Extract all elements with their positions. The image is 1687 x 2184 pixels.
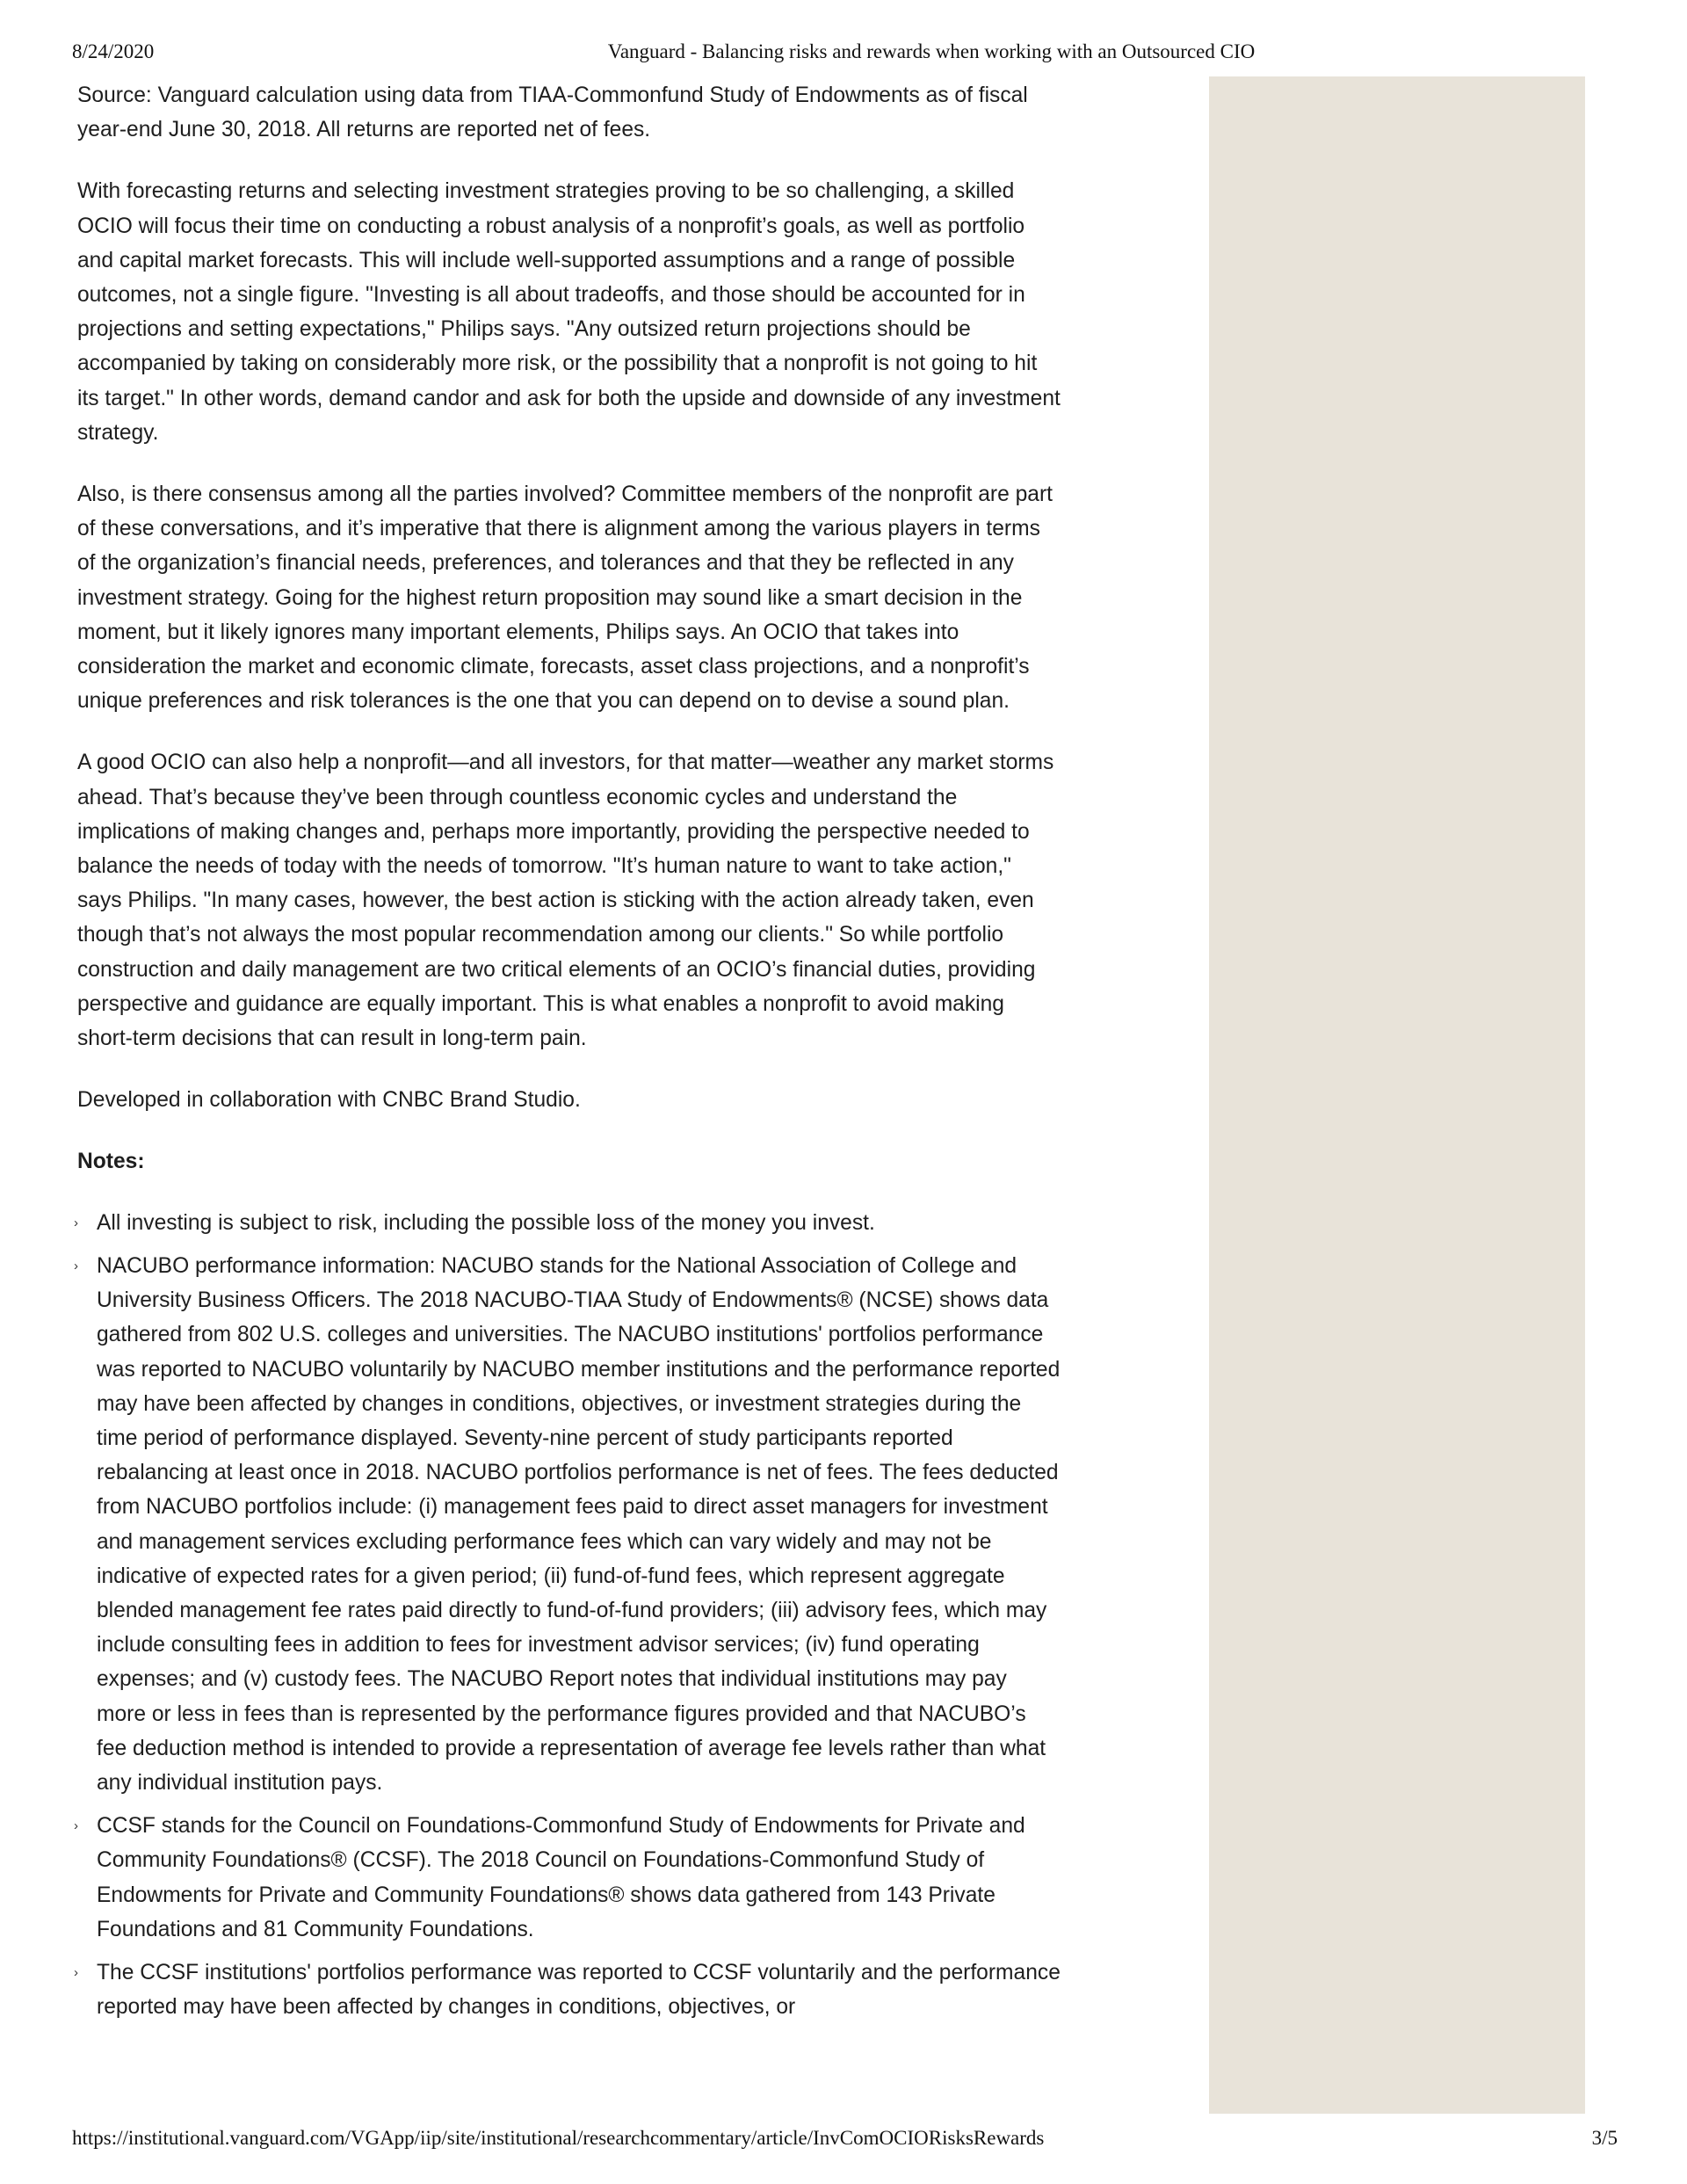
note-text: All investing is subject to risk, including the possible loss of the money you invest. bbox=[97, 1210, 875, 1235]
print-header bbox=[0, 40, 1687, 67]
paragraph-forecasting: With forecasting returns and selecting investment strategies proving to be so challenging, a skilled OCIO will focus their time on conducting a robust analysis of a nonprofit’s goals, as well as portfolio and capital market forecasts. This will include well-supported assumptions and a range of possible outcomes, not a single figure. "Investing is all about tradeoffs, and those should be accounted for in projections and setting expectations," Philips says. "Any outsized return projections should be accompanied by taking on considerably more risk, or the possibility that a nonprofit is not going to hit its target." In other words, demand candor and ask for both the upside and downside of any investment strategy. bbox=[77, 179, 1061, 445]
print-page-title: Vanguard - Balancing risks and rewards when working with an Outsourced CIO bbox=[607, 40, 1256, 62]
note-text: The CCSF institutions' portfolios performance was reported to CCSF voluntarily and the performance reported may have been affected by changes in conditions, objectives, or bbox=[97, 1960, 1061, 2020]
source-note: Source: Vanguard calculation using data from TIAA-Commonfund Study of Endowments as of fiscal year-end June 30, 2018. All returns are reported net of fees. bbox=[77, 83, 1028, 142]
print-date: 8/24/2020 bbox=[72, 40, 155, 62]
list-item bbox=[74, 1206, 1061, 1240]
bullet-chevron-icon: › bbox=[74, 1964, 78, 1980]
article-body bbox=[74, 78, 1061, 2033]
page-number: 3/5 bbox=[1591, 2127, 1618, 2149]
list-item bbox=[74, 1249, 1061, 1800]
print-url: https://institutional.vanguard.com/VGApp/iip/site/institutional/researchcommentary/article/InvComOCIORisksRewards bbox=[72, 2127, 1045, 2149]
bullet-chevron-icon: › bbox=[74, 1215, 78, 1230]
notes-heading: Notes: bbox=[77, 1150, 145, 1174]
note-text: CCSF stands for the Council on Foundations-Commonfund Study of Endowments for Private and Community Foundations® (CCSF). The 2018 Council on Foundations-Commonfund Study of Endowments for Private and Community Foundations® shows data gathered from 143 Private Foundations and 81 Community Foundations. bbox=[97, 1814, 1025, 1941]
paragraph-consensus: Also, is there consensus among all the parties involved? Committee members of the nonprofit are part of these conversations, and it’s imperative that there is alignment among the various players in terms of the organization’s financial needs, preferences, and tolerances and that they be reflected in any investment strategy. Going for the highest return proposition may sound like a smart decision in the moment, but it likely ignores many important elements, Philips says. An OCIO that takes into consideration the market and economic climate, forecasts, asset class projections, and a nonprofit’s unique preferences and risk tolerances is the one that you can depend on to devise a sound plan. bbox=[77, 483, 1053, 714]
bullet-chevron-icon: › bbox=[74, 1818, 78, 1834]
paragraph-market-storms: A good OCIO can also help a nonprofit—and all investors, for that matter—weather any market storms ahead. That’s because they’ve been through countless economic cycles and understand the implications of making changes and, perhaps more importantly, providing the perspective needed to balance the needs of today with the needs of tomorrow. "It’s human nature to want to take action," says Philips. "In many cases, however, the best action is sticking with the action already taken, even though that’s not always the most popular recommendation among our clients." So while portfolio construction and daily management are two critical elements of an OCIO’s financial duties, providing perspective and guidance are equally important. This is what enables a nonprofit to avoid making short-term decisions that can result in long-term pain. bbox=[77, 751, 1054, 1051]
paragraph-credit: Developed in collaboration with CNBC Brand Studio. bbox=[77, 1088, 581, 1113]
print-footer bbox=[0, 2127, 1687, 2153]
note-text: NACUBO performance information: NACUBO stands for the National Association of College and University Business Officers. The 2018 NACUBO-TIAA Study of Endowments® (NCSE) shows data gathered from 802 U.S. colleges and universities. The NACUBO institutions' portfolios performance was reported to NACUBO voluntarily by NACUBO member institutions and the performance reported may have been affected by changes in conditions, objectives, or investment strategies during the time period of performance displayed. Seventy-nine percent of study participants reported rebalancing at least once in 2018. NACUBO portfolios performance is net of fees. The fees deducted from NACUBO portfolios include: (i) management fees paid to direct asset managers for investment and management services excluding performance fees which can vary widely and may not be indicative of expected rates for a given period; (ii) fund-of-fund fees, which represent aggregate blended management fee rates paid directly to fund-of-fund providers; (iii) advisory fees, which may include consulting fees in addition to fees for investment advisor services; (iv) fund operating expenses; and (v) custody fees. The NACUBO Report notes that individual institutions may pay more or less in fees than is represented by the performance figures provided and that NACUBO’s fee deduction method is intended to provide a representation of average fee levels rather than what any individual institution pays. bbox=[97, 1253, 1061, 1795]
notes-list bbox=[74, 1206, 1061, 2025]
sidebar-panel bbox=[1209, 76, 1585, 2114]
list-item bbox=[74, 1809, 1061, 1947]
list-item bbox=[74, 1955, 1061, 2024]
bullet-chevron-icon: › bbox=[74, 1258, 78, 1273]
